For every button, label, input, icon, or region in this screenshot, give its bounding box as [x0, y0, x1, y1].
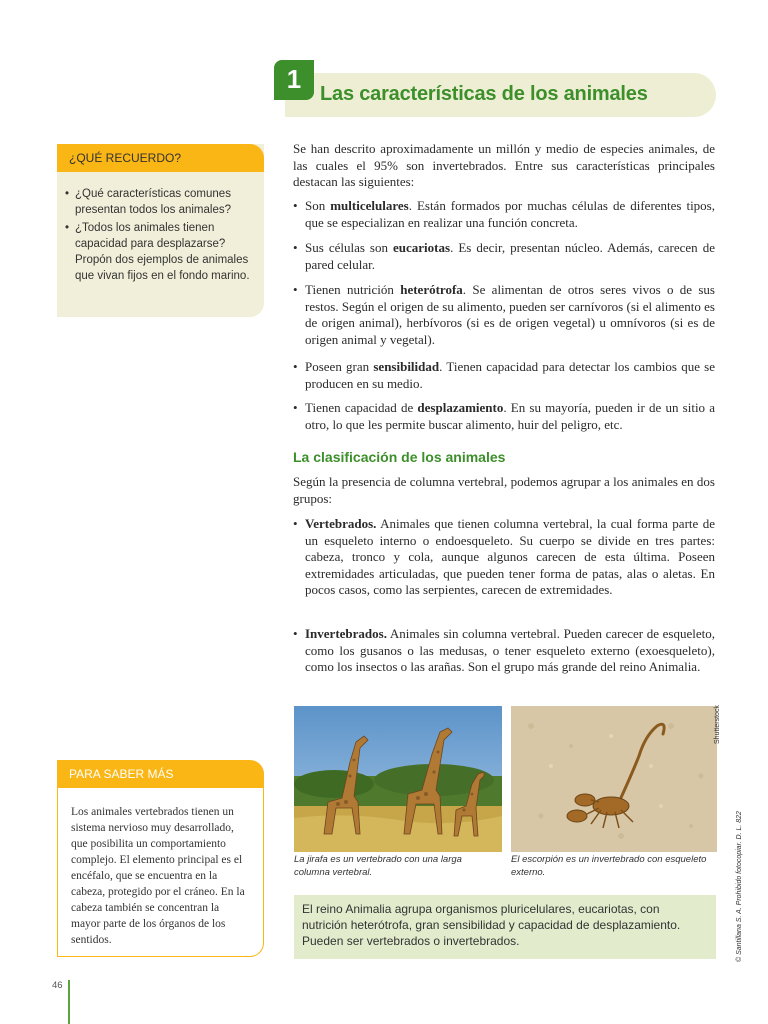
section-number-badge: 1	[274, 60, 314, 100]
que-recuerdo-item: • ¿Todos los animales tienen capacidad para desplazarse? Propón dos ejemplos de animales que vivan fijos en el fondo marino.	[75, 220, 256, 284]
para-saber-mas-box	[57, 760, 264, 957]
feature-keyword: sensibilidad	[373, 359, 440, 374]
group-item: • Invertebrados. Animales sin columna vertebral. Pueden carecer de esqueleto, como los gusanos o las medusas, o tener esqueleto externo (exoesqueleto), como los insectos o las arañas. Son el grupo más grande del reino Animalia.	[293, 626, 715, 674]
que-recuerdo-item: • ¿Qué características comunes presentan todos los animales?	[75, 186, 256, 218]
giraffe-caption: La jirafa es un vertebrado con una larga columna vertebral.	[294, 854, 462, 878]
photo-credit: Shutterstock	[714, 705, 721, 744]
que-recuerdo-box	[57, 144, 264, 317]
page-number-rule	[68, 980, 70, 1024]
feature-keyword: desplazamiento	[417, 400, 504, 415]
feature-item: • Sus células son eucariotas. Es decir, presentan núcleo. Además, carecen de pared celular.	[293, 240, 715, 272]
feature-keyword: multicelulares	[330, 198, 409, 213]
group-keyword: Vertebrados.	[305, 516, 377, 531]
scorpion-caption: El escorpión es un invertebrado con esqueleto externo.	[511, 854, 707, 878]
feature-item: • Poseen gran sensibilidad. Tienen capacidad para detectar los cambios que se producen en su medio.	[293, 359, 715, 391]
feature-item: • Tienen nutrición heterótrofa. Se alimentan de otros seres vivos o de sus restos. Según el origen de su alimento, pueden ser carnívoros (si el alimento es de origen animal), herbívoros (si es de origen vegetal) u omnívoros (si es de origen animal y vegetal).	[293, 282, 715, 347]
giraffe-photo	[294, 706, 502, 852]
para-saber-mas-text: Los animales vertebrados tienen un sistema nervioso muy desarrollado, que posibilita un comportamiento complejo. El elemento principal es el encéfalo, que se encuentra en la cabeza, protegido por el cráneo. En la cabeza también se concentran la mayor parte de los órganos de los sentidos.	[71, 806, 245, 946]
que-recuerdo-title: ¿QUÉ RECUERDO?	[57, 144, 264, 172]
section-title: Las características de los animales	[320, 83, 648, 105]
para-saber-mas-title: PARA SABER MÁS	[57, 760, 264, 788]
subsection-title: La clasificación de los animales	[293, 449, 506, 465]
group-item: • Vertebrados. Animales que tienen columna vertebral, la cual forma parte de un esqueleto interno o endoesqueleto. Su cuerpo se divide en tres partes: cabeza, tronco y cola, aunque algunos carecen de esta última. Poseen extremidades articuladas, que pueden tener forma de patas, alas o aletas. En pocos casos, como las serpientes, carecen de extremidades.	[293, 516, 715, 597]
feature-item: • Tienen capacidad de desplazamiento. En su mayoría, pueden ir de un sitio a otro, lo que les permite buscar alimento, huir del peligro, etc.	[293, 400, 716, 432]
classification-intro: Según la presencia de columna vertebral, podemos agrupar a los animales en dos grupos:	[293, 474, 715, 506]
page-number: 46	[52, 980, 63, 991]
summary-box: El reino Animalia agrupa organismos pluricelulares, eucariotas, con nutrición heterótrofa, gran sensibilidad y capacidad de desplazamiento. Pueden ser vertebrados o invertebrados.	[294, 895, 716, 959]
que-recuerdo-list	[57, 186, 264, 284]
feature-keyword: heterótrofa	[400, 282, 463, 297]
intro-paragraph: Se han descrito aproximadamente un millón y medio de especies animales, de las cuales el 95% son invertebrados. Entre sus características principales destacan las siguientes:	[293, 141, 715, 189]
scorpion-photo	[511, 706, 717, 852]
copyright-notice: © Santillana S. A. Prohibido fotocopiar. D. L. 822	[736, 811, 743, 962]
feature-keyword: eucariotas	[393, 240, 451, 255]
feature-item: • Son multicelulares. Están formados por muchas células de diferentes tipos, que se especializan en realizar una función concreta.	[293, 198, 715, 230]
group-keyword: Invertebrados.	[305, 626, 387, 641]
